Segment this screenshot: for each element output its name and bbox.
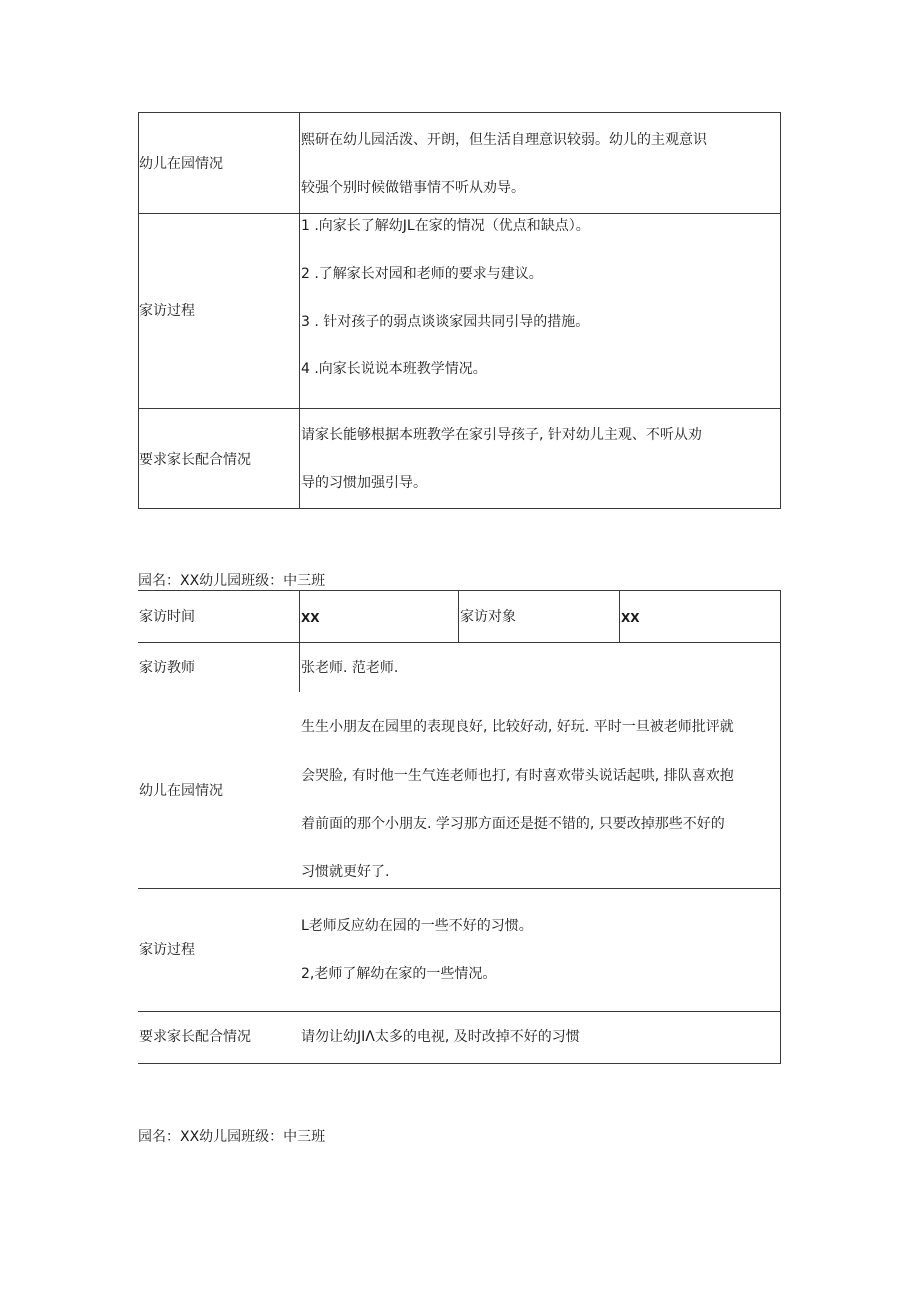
table1-row-divider xyxy=(138,408,781,409)
table1-process-item: 3 . 针对孩子的弱点谈谈家园共同引导的措施。 xyxy=(301,314,590,330)
table1-border-top xyxy=(138,112,781,113)
kindergarten-class-caption: 园名：XX幼儿园班级：中三班 xyxy=(138,573,326,589)
table2-border-bottom xyxy=(138,1063,781,1064)
table1-process-item: 1 .向家长了解幼JL在家的情况（优点和缺点）。 xyxy=(301,218,590,234)
table2-column-divider xyxy=(299,590,300,692)
table2-child-situation-line: 生生小朋友在园里的表现良好, 比较好动, 好玩. 平时一旦被老师批评就 xyxy=(301,719,734,735)
table2-row-divider xyxy=(138,1011,781,1012)
table2-visit-target-value: XX xyxy=(621,611,640,625)
table1-label-parent-cooperation: 要求家长配合情况 xyxy=(139,452,251,468)
table2-label-parent-cooperation: 要求家长配合情况 xyxy=(139,1029,251,1045)
table1-border-right xyxy=(780,112,781,509)
table1-process-item: 4 .向家长说说本班教学情况。 xyxy=(301,361,487,377)
table2-label-visit-target: 家访对象 xyxy=(460,609,516,625)
kindergarten-class-caption: 园名：XX幼儿园班级：中三班 xyxy=(138,1129,326,1145)
table1-row-divider xyxy=(138,213,781,214)
table1-border-bottom xyxy=(138,508,781,509)
table2-label-child-situation: 幼儿在园情况 xyxy=(139,783,223,799)
table2-label-visit-teacher: 家访教师 xyxy=(139,660,195,676)
table2-process-item: L老师反应幼在园的一些不好的习惯。 xyxy=(301,918,533,934)
table2-column-divider xyxy=(458,590,459,643)
table1-column-divider xyxy=(299,112,300,509)
table2-row-divider xyxy=(138,642,781,643)
table2-visit-time-value: XX xyxy=(301,611,320,625)
table1-child-situation-line: 较强个别时候做错事情不听从劝导。 xyxy=(301,180,525,196)
table2-child-situation-line: 习惯就更好了. xyxy=(301,864,390,880)
table2-parent-cooperation-value: 请勿让幼JIΛ太多的电视, 及时改掉不好的习惯 xyxy=(301,1029,580,1045)
table1-parent-cooperation-line: 请家长能够根据本班教学在家引导孩子, 针对幼儿主观、不听从劝 xyxy=(301,427,702,443)
table1-parent-cooperation-line: 导的习惯加强引导。 xyxy=(301,475,427,491)
table2-row-divider xyxy=(138,888,781,889)
table2-child-situation-line: 会哭脸, 有时他一生气连老师也打, 有时喜欢带头说话起哄, 排队喜欢抱 xyxy=(301,768,734,784)
table2-column-divider xyxy=(619,590,620,643)
table2-border-right xyxy=(780,590,781,1064)
table2-process-item: 2,老师了解幼在家的一些情况。 xyxy=(301,966,497,982)
table1-process-item: 2 .了解家长对园和老师的要求与建议。 xyxy=(301,266,543,282)
table1-label-child-situation: 幼儿在园情况 xyxy=(139,156,223,172)
table2-label-visit-time: 家访时间 xyxy=(139,609,195,625)
table1-label-visit-process: 家访过程 xyxy=(139,303,195,319)
table2-border-top xyxy=(138,590,781,591)
table2-visit-teacher-value: 张老师. 范老师. xyxy=(301,660,399,676)
table1-child-situation-line: 熙研在幼儿园活泼、开朗，但生活自理意识较弱。幼儿的主观意识 xyxy=(301,132,707,148)
table2-child-situation-line: 着前面的那个小朋友. 学习那方面还是挺不错的, 只要改掉那些不好的 xyxy=(301,816,725,832)
table2-label-visit-process: 家访过程 xyxy=(139,942,195,958)
